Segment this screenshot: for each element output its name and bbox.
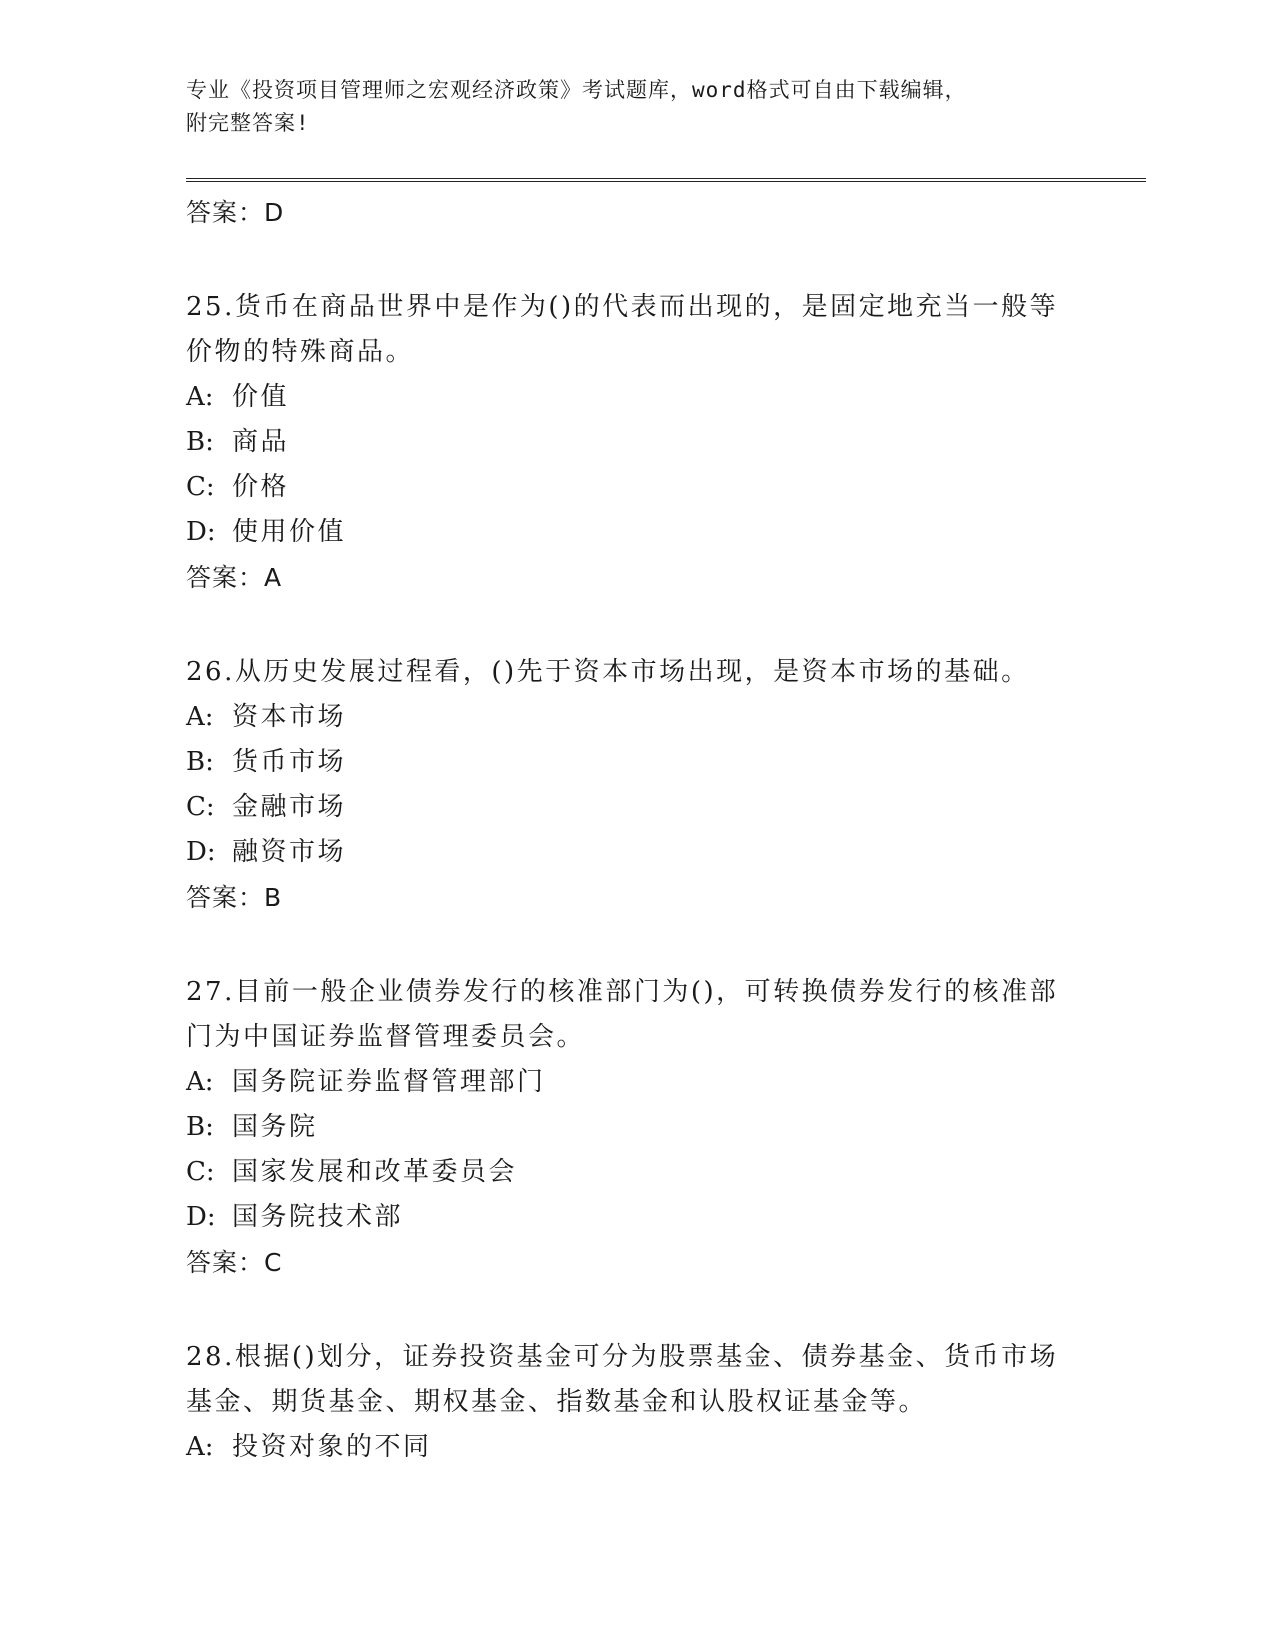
option-d: D: 融资市场: [186, 837, 347, 867]
header-double-rule: [186, 178, 1146, 182]
answer-line: 答案：B: [186, 883, 283, 912]
option-c: C: 国家发展和改革委员会: [186, 1157, 518, 1187]
question-list: [186, 190, 1086, 1470]
question-block: [186, 285, 1086, 600]
option-b: B: 商品: [186, 427, 290, 457]
header-line-2: 附完整答案!: [186, 111, 310, 135]
question-block: [186, 1335, 1086, 1470]
answer-line: 答案：C: [186, 1248, 283, 1277]
question-block: [186, 970, 1086, 1285]
question-stem: 26.从历史发展过程看，()先于资本市场出现，是资本市场的基础。: [186, 657, 1030, 687]
question-stem: 25.货币在商品世界中是作为()的代表而出现的，是固定地充当一般等 价物的特殊商品。: [186, 292, 1059, 367]
document-header: [186, 74, 1086, 140]
question-stem: 28.根据()划分，证券投资基金可分为股票基金、债券基金、货币市场 基金、期货基金、期权基金、指数基金和认股权证基金等。: [186, 1342, 1059, 1417]
answer-line: 答案：A: [186, 563, 283, 592]
option-a: A: 资本市场: [186, 702, 347, 732]
option-d: D: 国务院技术部: [186, 1202, 404, 1232]
option-b: B: 货币市场: [186, 747, 347, 777]
answer-line: 答案：D: [186, 198, 285, 227]
question-stem: 27.目前一般企业债券发行的核准部门为()，可转换债券发行的核准部 门为中国证券监督管理委员会。: [186, 977, 1059, 1052]
header-line-1: 专业《投资项目管理师之宏观经济政策》考试题库，word格式可自由下载编辑，: [186, 78, 967, 102]
question-block: [186, 650, 1086, 920]
option-b: B: 国务院: [186, 1112, 318, 1142]
option-c: C: 价格: [186, 472, 290, 502]
option-a: A: 价值: [186, 382, 290, 412]
option-d: D: 使用价值: [186, 517, 347, 547]
option-c: C: 金融市场: [186, 792, 347, 822]
option-a: A: 国务院证券监督管理部门: [186, 1067, 546, 1097]
option-a: A: 投资对象的不同: [186, 1432, 432, 1462]
